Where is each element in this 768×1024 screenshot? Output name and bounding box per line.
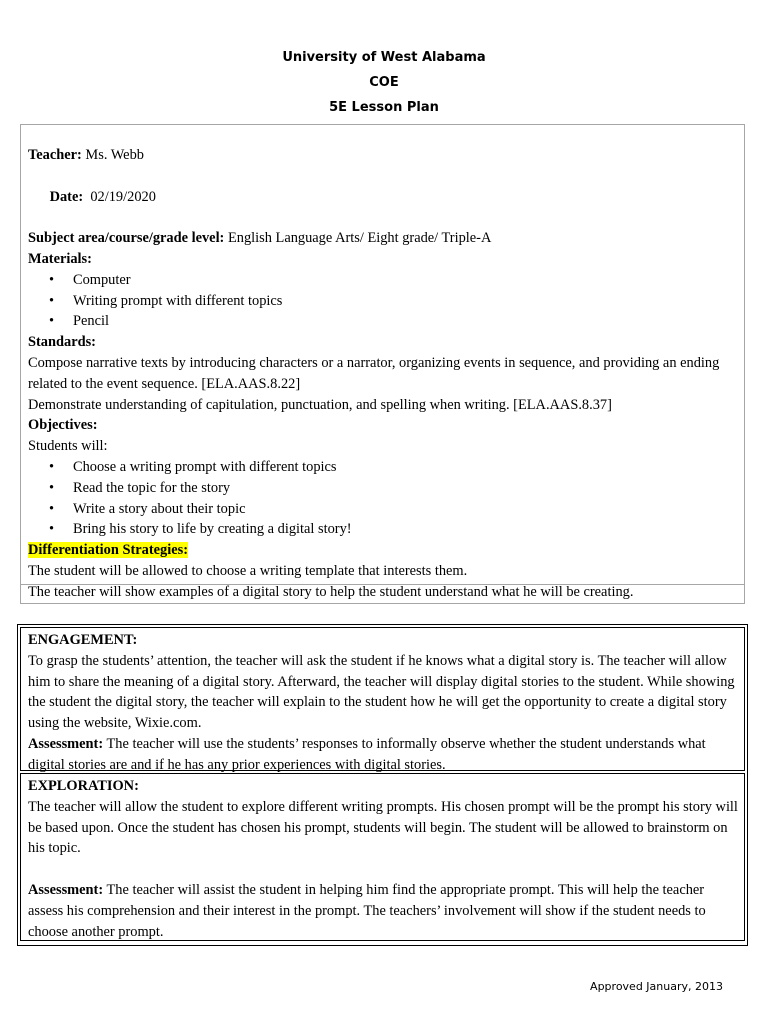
- standards-text-1: Compose narrative texts by introducing characters or a narrator, organizing events in sequence, and providing an ending related to the event sequence. [ELA.AAS.8.22]: [28, 354, 720, 392]
- list-item: • Write a story about their topic: [28, 499, 736, 520]
- phases-table: [17, 624, 748, 946]
- teacher-row: [28, 145, 736, 166]
- differentiation-text-1: The student will be allowed to choose a writing template that interests them.: [28, 562, 468, 579]
- lesson-info-box: [20, 124, 745, 604]
- standards-heading: Standards:: [28, 334, 96, 351]
- exploration-title: EXPLORATION:: [28, 778, 139, 794]
- list-item: • Bring his story to life by creating a digital story!: [28, 519, 736, 540]
- exploration-assessment: Assessment: The teacher will assist the student in helping him find the appropriate prompt. This will help the teacher assess his comprehension and their interest in the prompt. The teachers’ involvement will show if the student needs to choose another prompt.: [28, 881, 706, 940]
- list-item: • Read the topic for the story: [28, 478, 736, 499]
- materials-heading: Materials:: [28, 250, 92, 267]
- date-label: Date:: [49, 188, 84, 205]
- exploration-cell: [20, 773, 745, 941]
- document-title: 5E Lesson Plan: [329, 100, 439, 115]
- differentiation-heading: Differentiation Strategies:: [28, 542, 188, 559]
- subject-row: [28, 228, 736, 249]
- teacher-value: Ms. Webb: [81, 147, 144, 163]
- engagement-cell: [20, 627, 745, 771]
- approved-note: Approved January, 2013: [590, 980, 723, 993]
- date-row: [28, 166, 736, 228]
- subject-value: English Language Arts/ Eight grade/ Triple-A: [224, 230, 492, 247]
- objectives-heading: Objectives:: [28, 417, 98, 434]
- list-item: • Choose a writing prompt with different topics: [28, 457, 736, 478]
- teacher-label: Teacher:: [28, 147, 82, 163]
- engagement-body: To grasp the students’ attention, the teacher will ask the student if he knows what a digital story is. The teacher will allow him to share the meaning of a digital story. Afterward, the teacher will display digital stories to the student. While showing the student the digital story, the teacher will explain to the student how he will get the opportunity to create a digital story using the website, Wixie.com.: [28, 652, 735, 732]
- engagement-title: ENGAGEMENT:: [28, 632, 138, 648]
- university-title: University of West Alabama: [282, 50, 486, 65]
- materials-list: [28, 270, 736, 332]
- list-item: • Writing prompt with different topics: [28, 291, 736, 312]
- subject-label: Subject area/course/grade level:: [28, 230, 225, 247]
- objectives-list: [28, 457, 736, 540]
- college-title: COE: [369, 75, 399, 90]
- objectives-intro: Students will:: [28, 438, 108, 455]
- list-item: • Computer: [28, 270, 736, 291]
- exploration-body: The teacher will allow the student to explore different writing prompts. His chosen prompt will be the prompt his story will be based upon. Once the student has chosen his prompt, students will begin. The student will be allowed to brainstorm on his topic.: [28, 798, 738, 857]
- table-divider: [21, 584, 744, 585]
- standards-text-2: Demonstrate understanding of capitulation, punctuation, and spelling when writing. [ELA.AAS.8.37]: [28, 396, 612, 413]
- engagement-assessment: Assessment: The teacher will use the students’ responses to informally observe whether the student understands what digital stories are and if he has any prior experiences with digital stories.: [28, 735, 706, 773]
- list-item: • Pencil: [28, 311, 736, 332]
- date-value: 02/19/2020: [83, 188, 156, 205]
- differentiation-text-2: The teacher will show examples of a digital story to help the student understand what he will be creating.: [28, 583, 634, 600]
